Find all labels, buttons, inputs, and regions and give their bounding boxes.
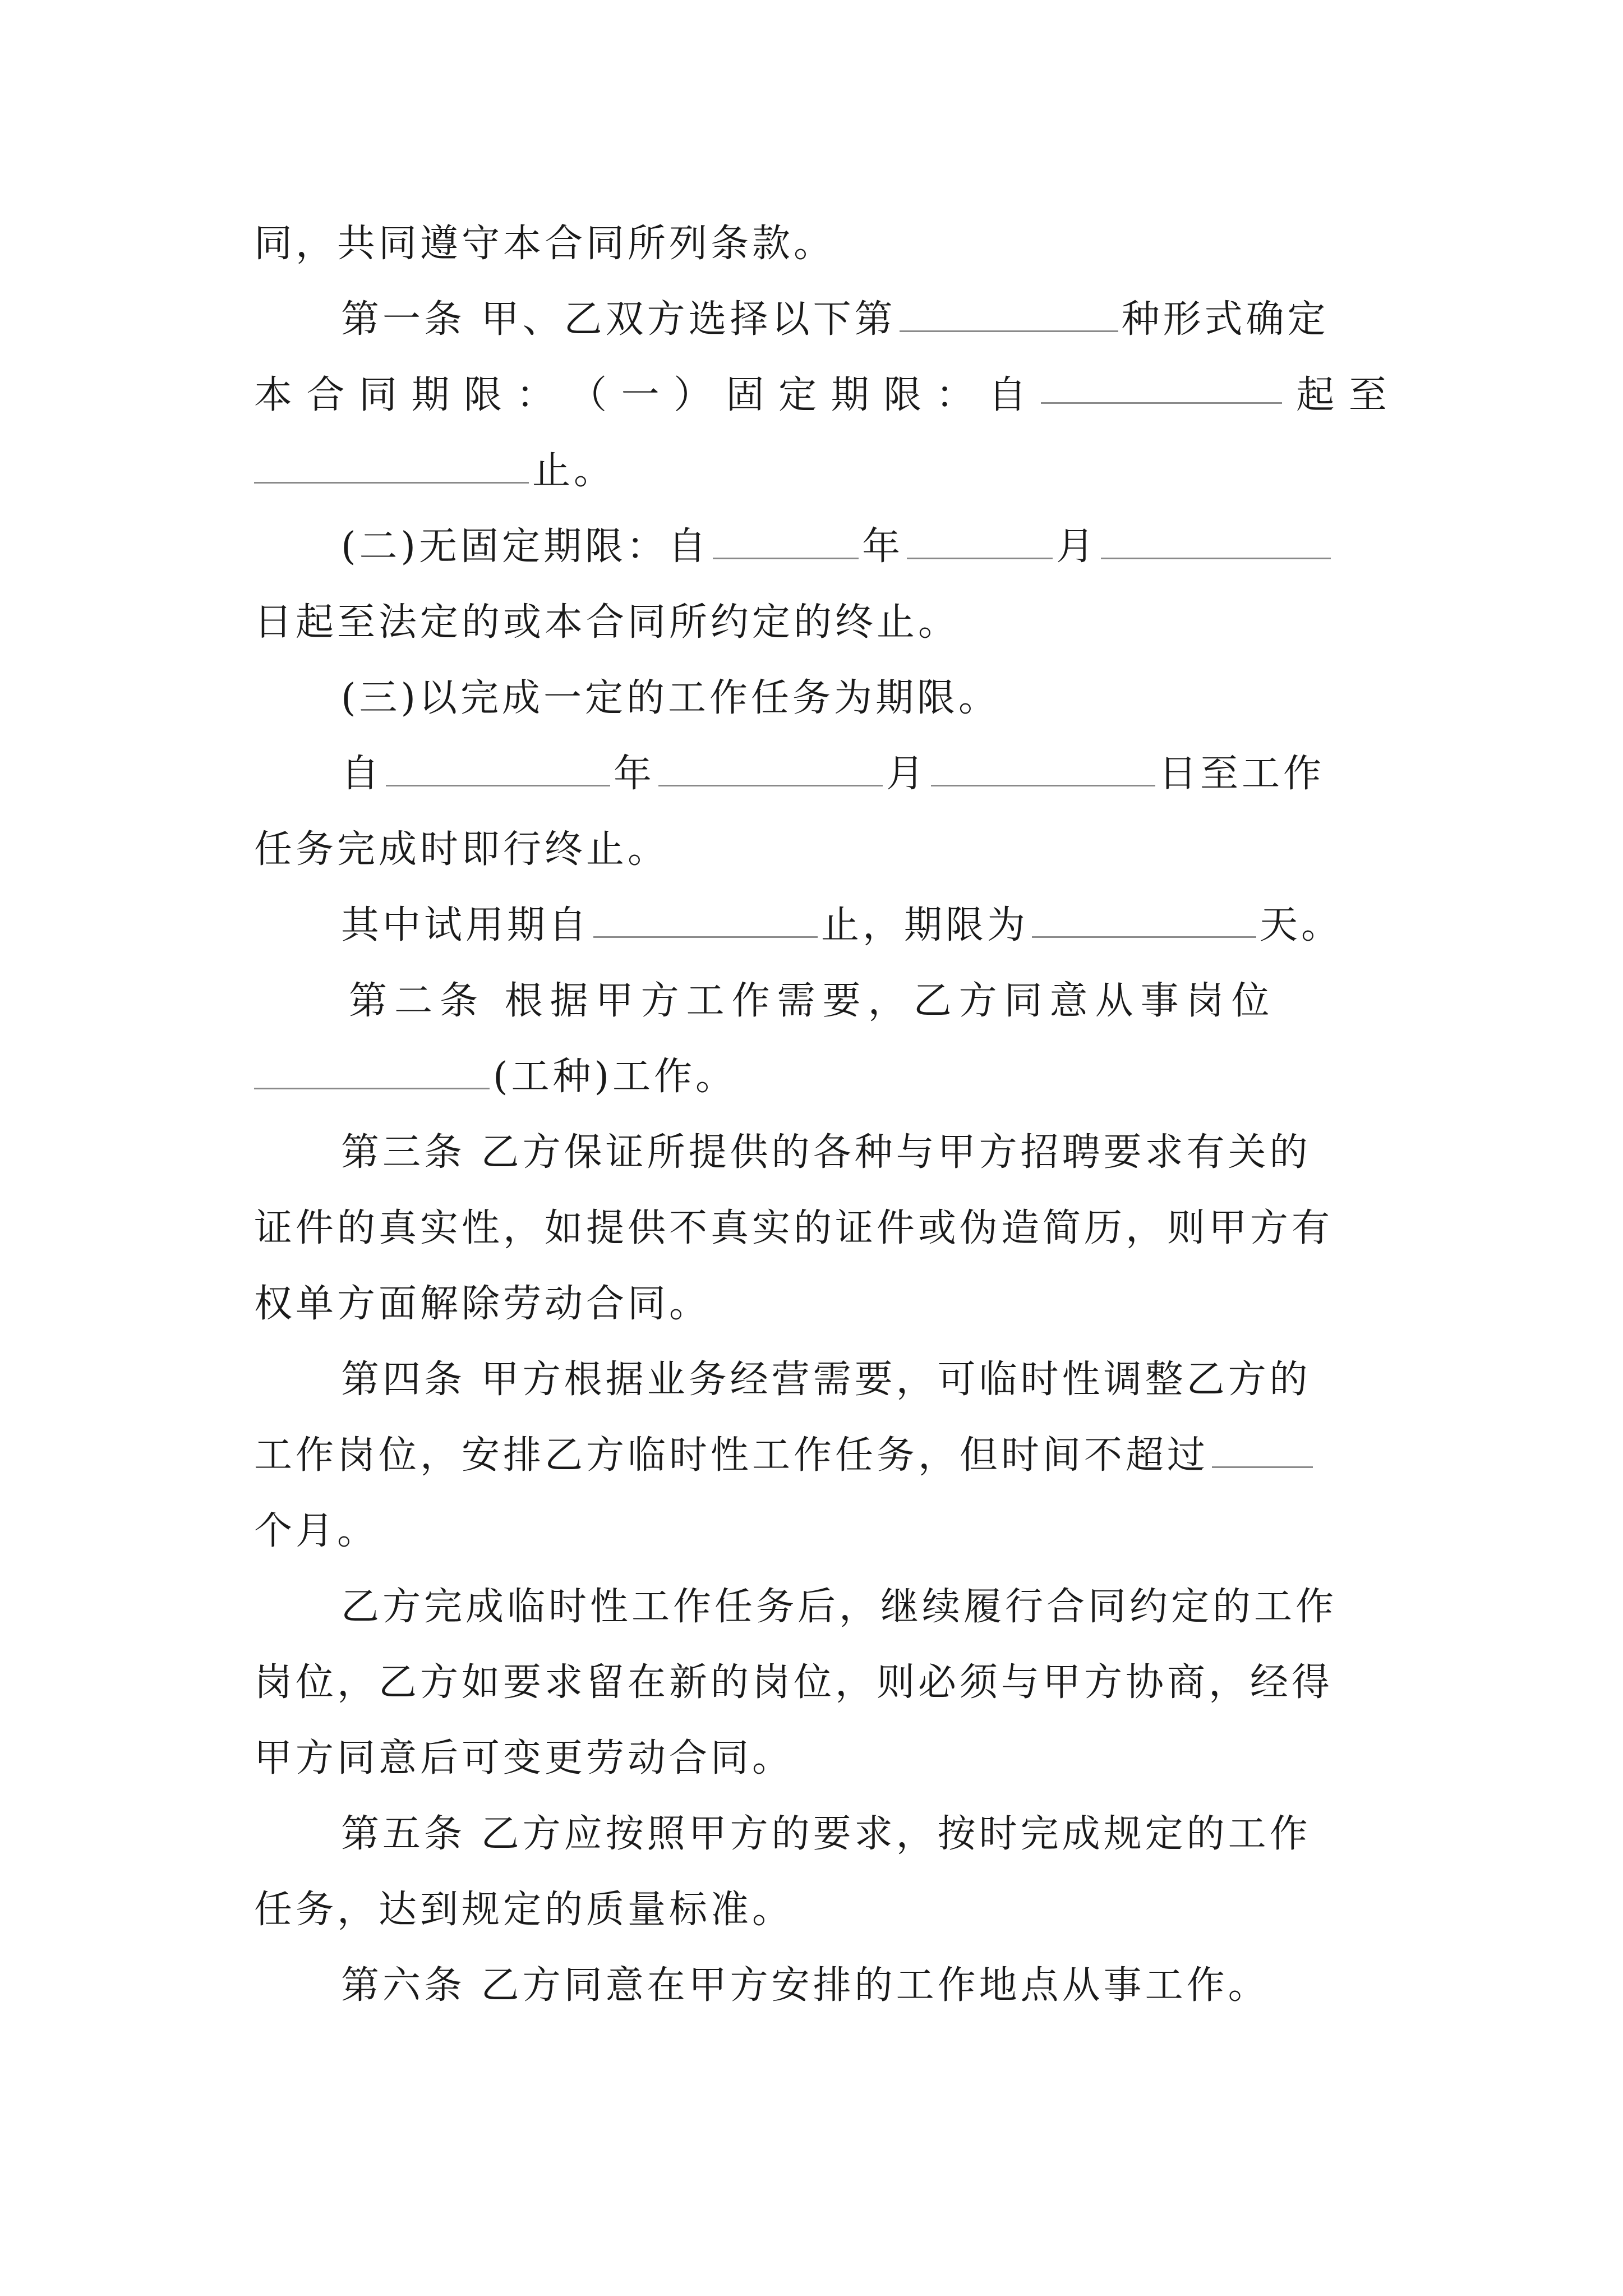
text: 日起至法定的或本合同所约定的终止。 — [254, 600, 960, 645]
text-line — [254, 1503, 1387, 1559]
text-line — [254, 1882, 1387, 1938]
text-line — [254, 216, 1387, 272]
text: 其中试用期自 — [341, 903, 591, 947]
char: 本 — [254, 373, 293, 417]
char: （ — [569, 373, 607, 417]
text: 第一条 甲、乙双方选择以下第 — [341, 297, 896, 342]
article-6-line — [341, 1958, 1387, 2014]
fill-blank — [931, 750, 1155, 786]
char: 一 — [621, 373, 660, 417]
text: 乙方完成临时性工作任务后，继续履行合同约定的工作 — [341, 1585, 1338, 1629]
text: (三)以完成一定的工作任务为期限。 — [341, 676, 1000, 720]
fill-blank — [1041, 367, 1282, 404]
char: 期 — [411, 373, 450, 417]
char: 限 — [883, 373, 922, 417]
article-3-line — [341, 1125, 1387, 1181]
probation-line — [341, 898, 1387, 954]
text: 止。 — [532, 449, 616, 493]
text-line — [254, 1428, 1387, 1484]
text: 第四条 甲方根据业务经营需要，可临时性调整乙方的 — [341, 1358, 1311, 1402]
text: 岗位，乙方如要求留在新的岗位，则必须与甲方协商，经得 — [254, 1660, 1334, 1705]
text-line — [254, 595, 1387, 651]
text-line — [254, 1655, 1387, 1711]
text-line — [254, 1731, 1387, 1787]
article-4-line — [341, 1352, 1387, 1408]
text-line — [341, 670, 1387, 726]
char: 定 — [778, 373, 817, 417]
char: ： — [935, 373, 974, 417]
text: 工作岗位，安排乙方临时性工作任务，但时间不超过 — [254, 1433, 1209, 1478]
article-1-open-term-line — [341, 519, 1387, 575]
text: 第三条 乙方保证所提供的各种与甲方招聘要求有关的 — [341, 1130, 1311, 1175]
text: (工种)工作。 — [493, 1055, 737, 1099]
char: 限 — [464, 373, 502, 417]
text: 自 — [341, 752, 383, 796]
fill-blank — [658, 750, 883, 786]
char: ： — [516, 373, 555, 417]
char: 期 — [831, 373, 869, 417]
text-line — [254, 1276, 1387, 1332]
fill-blank — [1101, 523, 1331, 559]
text: 权单方面解除劳动合同。 — [254, 1282, 711, 1326]
text: 任务，达到规定的质量标准。 — [254, 1888, 794, 1932]
char: 至 — [1348, 373, 1387, 417]
text: 第二条 根据甲方工作需要，乙方同意从事岗位 — [349, 979, 1277, 1023]
text: 第五条 乙方应按照甲方的要求，按时完成规定的工作 — [341, 1812, 1311, 1856]
text-line — [341, 1579, 1387, 1635]
char: 起 — [1296, 373, 1335, 417]
char: 合 — [306, 373, 345, 417]
fill-blank — [593, 901, 818, 938]
char: ） — [674, 373, 712, 417]
text: 证件的真实性，如提供不真实的证件或伪造简历，则甲方有 — [254, 1206, 1334, 1250]
article-1-fixed-term-line — [254, 367, 1387, 424]
text: 月 — [886, 752, 928, 796]
fill-blank — [900, 296, 1118, 332]
article-1-line — [341, 292, 1387, 348]
char: 固 — [726, 373, 764, 417]
text-line — [254, 822, 1387, 878]
text-line — [254, 1200, 1387, 1257]
fill-blank — [254, 1053, 490, 1089]
char: 自 — [988, 373, 1027, 417]
text: 个月。 — [254, 1509, 379, 1553]
text: 任务完成时即行终止。 — [254, 827, 670, 872]
article-5-line — [341, 1806, 1387, 1862]
fill-blank — [1032, 901, 1256, 938]
text: 止，期限为 — [821, 903, 1029, 947]
char: 同 — [359, 373, 398, 417]
text: 同，共同遵守本合同所列条款。 — [254, 222, 836, 266]
fill-blank — [254, 447, 529, 484]
fill-blank — [386, 750, 610, 786]
text: 年 — [614, 752, 656, 796]
task-term-line — [341, 746, 1387, 802]
fill-blank — [713, 523, 859, 559]
text: 日至工作 — [1159, 752, 1325, 796]
text: 甲方同意后可变更劳动合同。 — [254, 1736, 794, 1780]
text: (二)无固定期限：自 — [341, 524, 710, 569]
text: 月 — [1056, 524, 1098, 569]
article-2-line — [349, 973, 1387, 1029]
fill-blank — [1212, 1432, 1313, 1468]
fill-blank — [907, 523, 1053, 559]
text-line — [254, 443, 1387, 499]
text: 天。 — [1260, 903, 1343, 947]
text-line — [254, 1049, 1387, 1105]
text: 第六条 乙方同意在甲方安排的工作地点从事工作。 — [341, 1963, 1270, 2008]
text: 年 — [862, 524, 904, 569]
text: 种形式确定 — [1121, 297, 1329, 342]
